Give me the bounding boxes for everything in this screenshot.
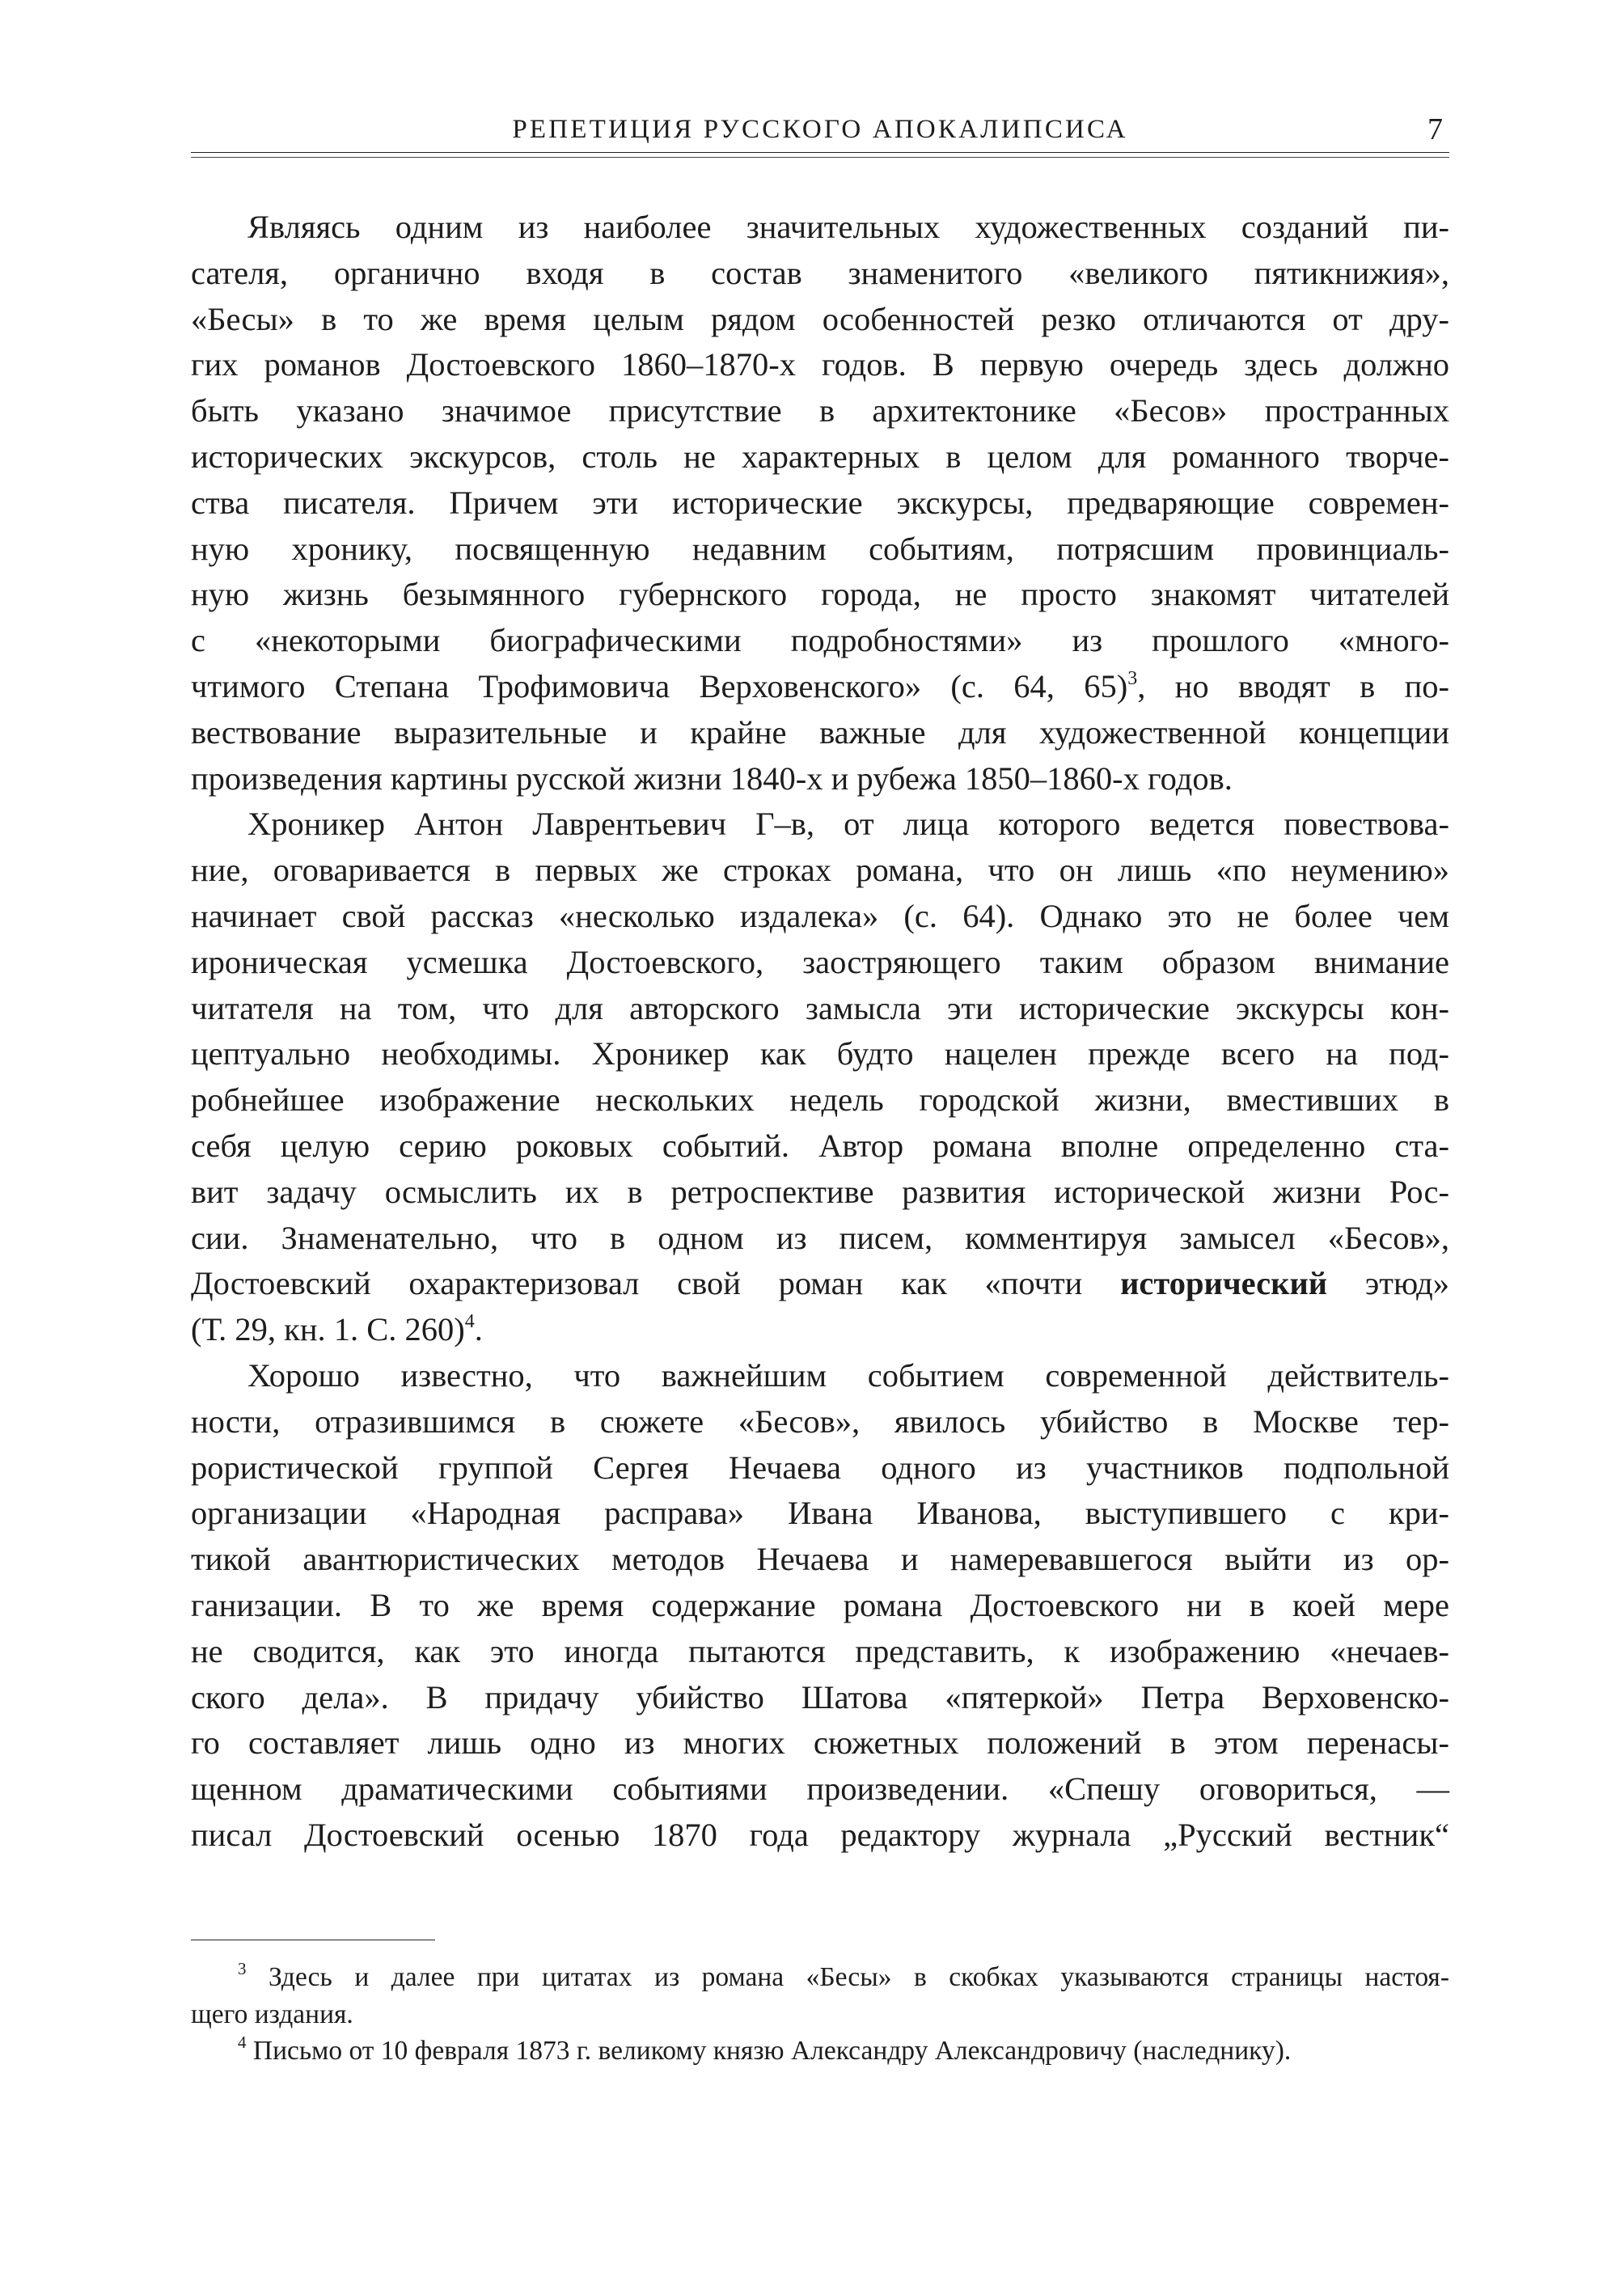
text-line: ства писателя. Причем эти исторические экскурсы, предваряющие современ- [191, 484, 1449, 521]
text-line: гих романов Достоевского 1860–1870-х годов. В первую очередь здесь должно [191, 346, 1449, 383]
paragraph-2 [191, 802, 1449, 1353]
text-line: Хроникер Антон Лаврентьевич Г–в, от лица которого ведется повествова- [247, 806, 1449, 843]
text-line: с «некоторыми биографическими подробностями» из прошлого «много- [191, 622, 1449, 659]
footnote-ref-4[interactable]: 4 [464, 1311, 475, 1333]
text-fragment: чтимого Степана Трофимовича Верховенского» (с. 64, 65) [191, 667, 1128, 704]
text-line-with-footnote [191, 1307, 1449, 1353]
footnotes [191, 1959, 1449, 2070]
text-fragment: Письмо от 10 февраля 1873 г. великому князю Александру Александровичу (наследнику). [246, 2036, 1292, 2066]
footnote-line [191, 1959, 1449, 1996]
footnote-marker: 4 [238, 2033, 247, 2052]
text-fragment: Достоевский охарактеризовал свой роман как «почти [191, 1265, 1121, 1302]
text-line-with-footnote [191, 664, 1449, 710]
footnote-marker: 3 [238, 1959, 247, 1978]
text-line: вит задачу осмыслить их в ретроспективе развития исторической жизни Рос- [191, 1173, 1449, 1210]
bold-emphasis: исторический [1120, 1265, 1328, 1302]
text-line: не сводится, как это иногда пытаются представить, к изображению «нечаев- [191, 1632, 1449, 1669]
text-line: цептуально необходимы. Хроникер как будто нацелен прежде всего на под- [191, 1035, 1449, 1072]
running-head [191, 112, 1449, 154]
text-line: читателя на том, что для авторского замысла эти исторические экскурсы кон- [191, 989, 1449, 1026]
text-fragment: Здесь и далее при цитатах из романа «Бесы» в скобках указываются страницы настоя- [246, 1962, 1449, 1992]
text-line: произведения картины русской жизни 1840-х и рубежа 1850–1860-х годов. [191, 759, 1233, 797]
text-line: «Бесы» в то же время целым рядом особенностей резко отличаются от дру- [191, 300, 1449, 337]
text-fragment: , но вводят в по- [1137, 667, 1449, 704]
text-line: го составляет лишь одно из многих сюжетных положений в этом перенасы- [191, 1724, 1449, 1762]
text-fragment: этюд» [1327, 1265, 1449, 1302]
running-title: РЕПЕТИЦИЯ РУССКОГО АПОКАЛИПСИСА [512, 115, 1128, 144]
footnote-line: щего издания. [191, 1999, 353, 2029]
paragraph-3 [191, 1353, 1449, 1859]
text-line: писал Достоевский осенью 1870 года редактору журнала „Русский вестник“ [191, 1816, 1449, 1853]
footnote-3 [191, 1959, 1449, 2033]
footnote-4 [191, 2033, 1449, 2070]
text-line: щенном драматическими событиями произведении. «Спешу оговориться, — [191, 1771, 1449, 1808]
text-line: сии. Знаменательно, что в одном из писем, комментируя замысел «Бесов», [191, 1219, 1449, 1256]
text-line: ную жизнь безымянного губернского города, не просто знакомят читателей [191, 576, 1449, 613]
text-fragment: . [474, 1311, 483, 1348]
page-number: 7 [1427, 112, 1443, 146]
text-line: вествование выразительные и крайне важные для художественной концепции [191, 713, 1449, 751]
footnote-ref-3[interactable]: 3 [1127, 667, 1138, 689]
header-rule-secondary [191, 157, 1449, 158]
footnote-line [191, 2033, 1449, 2070]
text-line: робнейшее изображение нескольких недель городской жизни, вместивших в [191, 1081, 1449, 1119]
text-line-with-bold [191, 1261, 1449, 1307]
text-line: ироническая усмешка Достоевского, заостряющего таким образом внимание [191, 943, 1449, 980]
text-line: ганизации. В то же время содержание романа Достоевского ни в коей мере [191, 1586, 1449, 1623]
paragraph-1 [191, 205, 1449, 802]
text-line: ности, отразившимся в сюжете «Бесов», явилось убийство в Москве тер- [191, 1402, 1449, 1440]
text-line: организации «Народная расправа» Ивана Иванова, выступившего с кри- [191, 1495, 1449, 1532]
text-line: себя целую серию роковых событий. Автор романа вполне определенно ста- [191, 1127, 1449, 1164]
text-line: ную хронику, посвященную недавним событиям, потрясшим провинциаль- [191, 530, 1449, 567]
text-line: быть указано значимое присутствие в архитектонике «Бесов» пространных [191, 392, 1449, 429]
text-line: исторических экскурсов, столь не характерных в целом для романного творче- [191, 438, 1449, 475]
body-text [191, 205, 1449, 1859]
text-line: начинает свой рассказ «несколько издалека» (с. 64). Однако это не более чем [191, 897, 1449, 934]
text-line: Хорошо известно, что важнейшим событием современной действитель- [247, 1356, 1449, 1394]
text-line: Являясь одним из наиболее значительных художественных созданий пи- [247, 209, 1449, 245]
header-rule [191, 152, 1449, 153]
text-line: сателя, органично входя в состав знаменитого «великого пятикнижия», [191, 254, 1449, 291]
text-line: ского дела». В придачу убийство Шатова «пятеркой» Петра Верховенско- [191, 1678, 1449, 1716]
text-fragment: (Т. 29, кн. 1. С. 260) [191, 1311, 465, 1348]
text-line: ние, оговаривается в первых же строках романа, что он лишь «по неумению» [191, 852, 1449, 889]
text-line: рористической группой Сергея Нечаева одного из участников подпольной [191, 1449, 1449, 1486]
text-line: тикой авантюристических методов Нечаева и намеревавшегося выйти из ор- [191, 1541, 1449, 1578]
